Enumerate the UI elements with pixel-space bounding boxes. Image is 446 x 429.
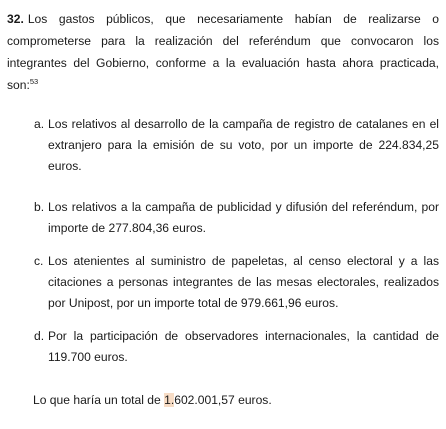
total-amount: 602.001,57 euros. [174, 393, 272, 407]
list-marker: b. [34, 200, 45, 214]
list-item-text: Los relativos a la campaña de publicidad y difusión del referéndum, por importe de 277.804,36 euros. [48, 200, 439, 235]
footnote-reference[interactable]: 53 [29, 77, 39, 86]
list-marker: d. [34, 329, 45, 343]
list-item [34, 197, 439, 239]
list-item [34, 114, 439, 177]
list-marker: a. [34, 117, 45, 131]
list-item-text: Los relativos al desarrollo de la campaña de registro de catalanes en el extranjero para la emisión de su voto, por un importe de 224.834,25 euros. [48, 117, 439, 173]
list-item [34, 326, 439, 368]
list-item-text: Los atenientes al suministro de papeletas, al censo electoral y a las citaciones a personas integrantes de las mesas electorales, realizados por Unipost, por un importe total de 979.661,96 euros. [48, 254, 439, 310]
paragraph-32 [7, 8, 439, 96]
list-marker: c. [34, 254, 44, 268]
highlighted-text: 1. [164, 393, 175, 407]
total-prefix: Lo que haría un total de [33, 393, 165, 407]
list-item-text: Por la participación de observadores internacionales, la cantidad de 119.700 euros. [48, 329, 439, 364]
paragraph-number: 32. [7, 12, 24, 26]
total-sentence [33, 390, 272, 411]
paragraph-text: Los gastos públicos, que necesariamente habían de realizarse o comprometerse para la realización del referéndum que convocaron los integrantes del Gobierno, conforme a la evaluación hasta ahora practicada, son: [7, 12, 439, 92]
list-item [34, 251, 439, 314]
